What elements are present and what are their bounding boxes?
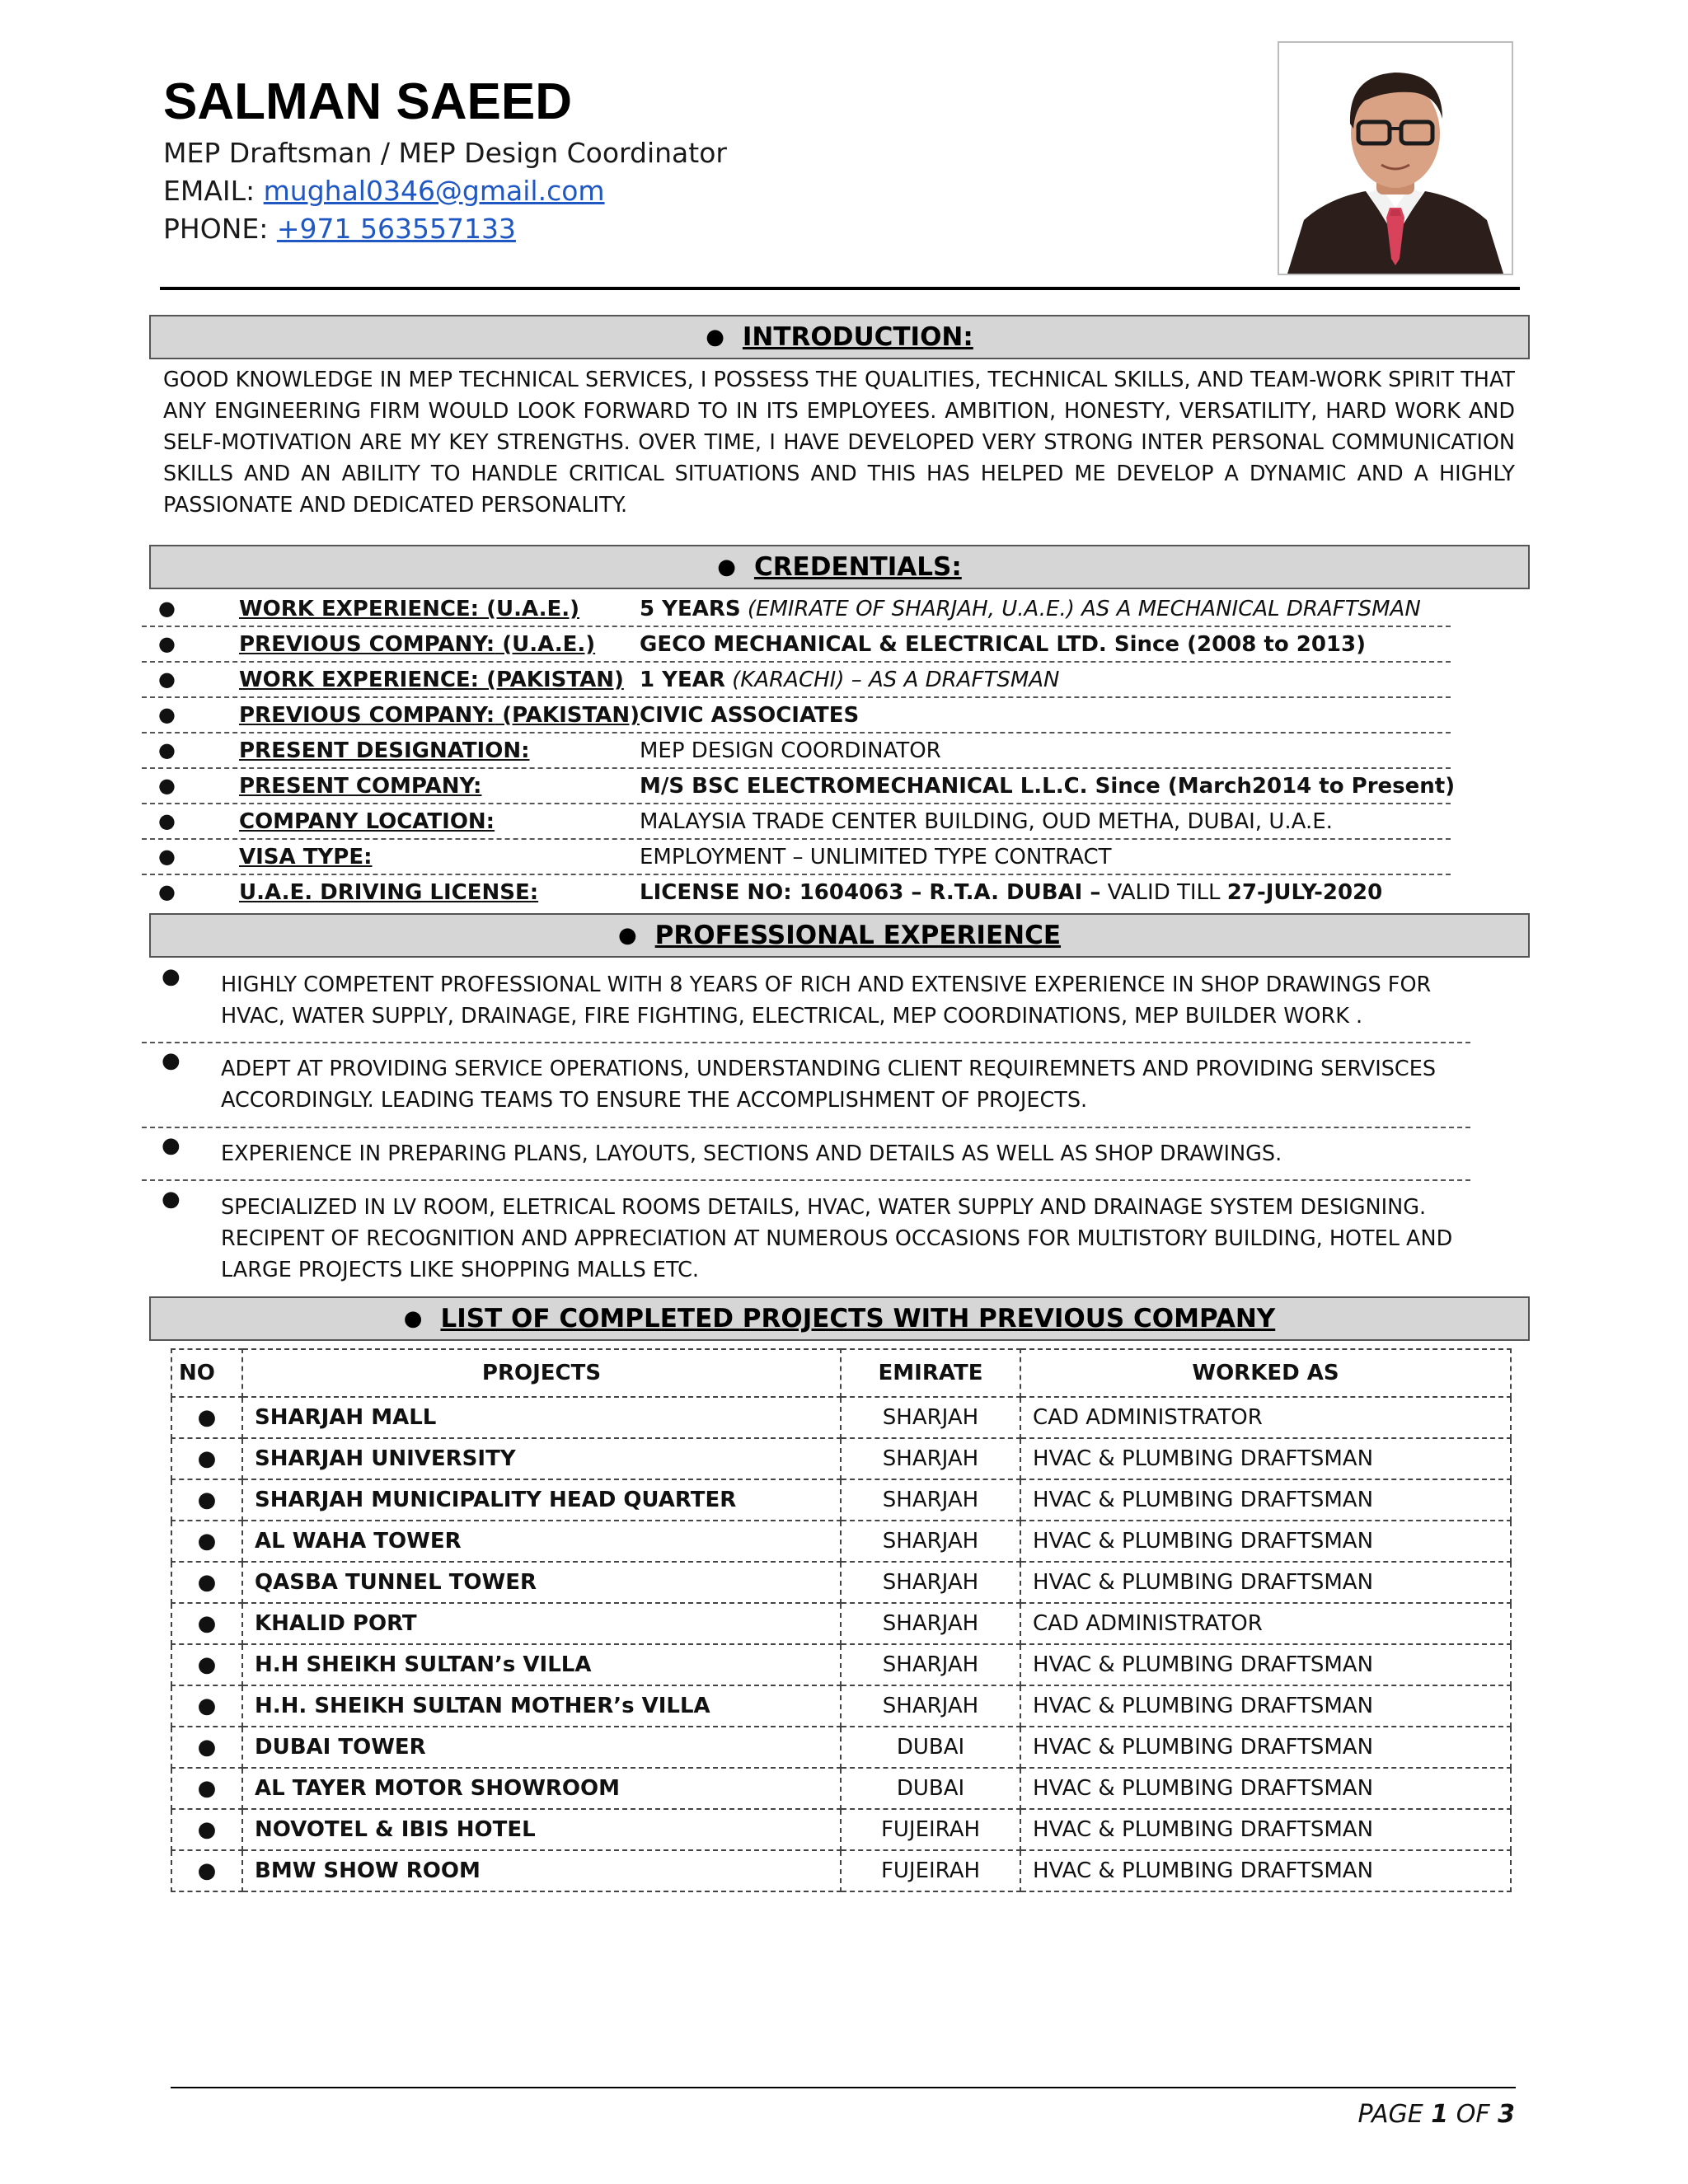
credential-label: PRESENT DESIGNATION: bbox=[239, 738, 530, 763]
footer-divider bbox=[171, 2087, 1516, 2088]
project-role: CAD ADMINISTRATOR bbox=[1020, 1603, 1511, 1644]
experience-divider bbox=[142, 1127, 1470, 1128]
project-role: CAD ADMINISTRATOR bbox=[1020, 1397, 1511, 1438]
bullet-icon: ● bbox=[162, 1187, 181, 1212]
project-name: DUBAI TOWER bbox=[242, 1727, 841, 1768]
project-role: HVAC & PLUMBING DRAFTSMAN bbox=[1020, 1685, 1511, 1727]
table-row bbox=[171, 1603, 1511, 1644]
bullet-icon: ● bbox=[162, 1048, 181, 1073]
experience-text: HIGHLY COMPETENT PROFESSIONAL WITH 8 YEARS OF RICH AND EXTENSIVE EXPERIENCE IN SHOP DRAWINGS FOR HVAC, WATER SUPPLY, DRAINAGE, FIRE FIGHTING, ELECTRICAL, MEP COORDINATIONS, MEP BUILDER WORK . bbox=[221, 972, 1432, 1029]
project-emirate: DUBAI bbox=[841, 1727, 1020, 1768]
table-row bbox=[171, 1768, 1511, 1809]
project-role: HVAC & PLUMBING DRAFTSMAN bbox=[1020, 1809, 1511, 1850]
phone-line bbox=[163, 213, 516, 245]
table-row bbox=[171, 1727, 1511, 1768]
table-row bbox=[171, 1438, 1511, 1479]
phone-link[interactable]: +971 563557133 bbox=[276, 213, 516, 245]
bullet-icon: ● bbox=[158, 774, 176, 797]
credential-value: LICENSE NO: 1604063 – R.T.A. DUBAI – VALID TILL 27-JULY-2020 bbox=[640, 880, 1383, 905]
table-header-row bbox=[171, 1349, 1511, 1397]
credential-row bbox=[142, 663, 1451, 698]
phone-label: PHONE: bbox=[163, 213, 269, 245]
bullet-icon: ● bbox=[158, 668, 176, 691]
credential-value: EMPLOYMENT – UNLIMITED TYPE CONTRACT bbox=[640, 845, 1112, 869]
project-name: NOVOTEL & IBIS HOTEL bbox=[242, 1809, 841, 1850]
project-emirate: FUJEIRAH bbox=[841, 1809, 1020, 1850]
projects-title: LIST OF COMPLETED PROJECTS WITH PREVIOUS COMPANY bbox=[440, 1304, 1276, 1333]
bullet-icon: ● bbox=[171, 1438, 242, 1479]
bullet-icon: ● bbox=[158, 880, 176, 903]
bullet-icon: ● bbox=[717, 555, 736, 579]
project-name: QASBA TUNNEL TOWER bbox=[242, 1562, 841, 1603]
experience-text: EXPERIENCE IN PREPARING PLANS, LAYOUTS, SECTIONS AND DETAILS AS WELL AS SHOP DRAWINGS. bbox=[221, 1141, 1282, 1166]
credential-row bbox=[142, 733, 1451, 769]
experience-text: SPECIALIZED IN LV ROOM, ELETRICAL ROOMS DETAILS, HVAC, WATER SUPPLY AND DRAINAGE SYSTEM DESIGNING. RECIPENT OF RECOGNITION AND APPRECIATION AT NUMEROUS OCCASIONS FOR MULTISTORY BUILDING, HOTEL AND LARGE PROJECTS LIKE SHOPPING MALLS ETC. bbox=[221, 1195, 1453, 1282]
bullet-icon: ● bbox=[158, 845, 176, 868]
bullet-icon: ● bbox=[403, 1306, 423, 1331]
project-name: AL TAYER MOTOR SHOWROOM bbox=[242, 1768, 841, 1809]
project-emirate: SHARJAH bbox=[841, 1644, 1020, 1685]
credential-row bbox=[142, 769, 1456, 804]
page-number: PAGE 1 OF 3 bbox=[1357, 2100, 1515, 2129]
project-emirate: SHARJAH bbox=[841, 1479, 1020, 1521]
bullet-icon: ● bbox=[158, 632, 176, 655]
project-emirate: SHARJAH bbox=[841, 1397, 1020, 1438]
bullet-icon: ● bbox=[158, 809, 176, 832]
project-role: HVAC & PLUMBING DRAFTSMAN bbox=[1020, 1521, 1511, 1562]
bullet-icon: ● bbox=[171, 1521, 242, 1562]
table-row bbox=[171, 1644, 1511, 1685]
project-role: HVAC & PLUMBING DRAFTSMAN bbox=[1020, 1438, 1511, 1479]
profile-photo bbox=[1278, 41, 1513, 275]
credential-label: VISA TYPE: bbox=[239, 845, 373, 869]
project-role: HVAC & PLUMBING DRAFTSMAN bbox=[1020, 1768, 1511, 1809]
bullet-icon: ● bbox=[171, 1562, 242, 1603]
credential-label: PREVIOUS COMPANY: (U.A.E.) bbox=[239, 632, 596, 657]
bullet-icon: ● bbox=[158, 703, 176, 726]
experience-divider bbox=[142, 1042, 1470, 1043]
bullet-icon: ● bbox=[171, 1397, 242, 1438]
bullet-icon: ● bbox=[171, 1603, 242, 1644]
credential-value: MALAYSIA TRADE CENTER BUILDING, OUD METHA, DUBAI, U.A.E. bbox=[640, 809, 1333, 834]
project-name: SHARJAH MALL bbox=[242, 1397, 841, 1438]
introduction-section-bar bbox=[149, 315, 1530, 359]
credential-value: GECO MECHANICAL & ELECTRICAL LTD. Since (2008 to 2013) bbox=[640, 632, 1366, 657]
bullet-icon: ● bbox=[706, 325, 724, 349]
credential-label: PREVIOUS COMPANY: (PAKISTAN) bbox=[239, 703, 640, 728]
table-row bbox=[171, 1809, 1511, 1850]
bullet-icon: ● bbox=[617, 923, 637, 948]
project-role: HVAC & PLUMBING DRAFTSMAN bbox=[1020, 1479, 1511, 1521]
table-row bbox=[171, 1562, 1511, 1603]
header-worked-as: WORKED AS bbox=[1020, 1349, 1511, 1397]
table-row bbox=[171, 1850, 1511, 1891]
project-name: H.H. SHEIKH SULTAN MOTHER’s VILLA bbox=[242, 1685, 841, 1727]
project-role: HVAC & PLUMBING DRAFTSMAN bbox=[1020, 1850, 1511, 1891]
project-emirate: SHARJAH bbox=[841, 1562, 1020, 1603]
project-name: H.H SHEIKH SULTAN’s VILLA bbox=[242, 1644, 841, 1685]
bullet-icon: ● bbox=[162, 1133, 181, 1158]
project-role: HVAC & PLUMBING DRAFTSMAN bbox=[1020, 1727, 1511, 1768]
bullet-icon: ● bbox=[171, 1850, 242, 1891]
table-row bbox=[171, 1397, 1511, 1438]
credential-label: WORK EXPERIENCE: (PAKISTAN) bbox=[239, 668, 624, 692]
header-no: NO bbox=[171, 1349, 242, 1397]
experience-title: PROFESSIONAL EXPERIENCE bbox=[654, 921, 1062, 950]
credential-label: U.A.E. DRIVING LICENSE: bbox=[239, 880, 539, 905]
candidate-role: MEP Draftsman / MEP Design Coordinator bbox=[163, 137, 727, 169]
project-name: BMW SHOW ROOM bbox=[242, 1850, 841, 1891]
projects-section-bar bbox=[149, 1296, 1530, 1341]
projects-table bbox=[171, 1348, 1512, 1892]
credential-row bbox=[142, 840, 1451, 875]
project-name: SHARJAH UNIVERSITY bbox=[242, 1438, 841, 1479]
project-name: AL WAHA TOWER bbox=[242, 1521, 841, 1562]
project-emirate: FUJEIRAH bbox=[841, 1850, 1020, 1891]
project-role: HVAC & PLUMBING DRAFTSMAN bbox=[1020, 1644, 1511, 1685]
project-emirate: SHARJAH bbox=[841, 1603, 1020, 1644]
credential-value: 1 YEAR (KARACHI) – AS A DRAFTSMAN bbox=[640, 668, 1060, 692]
bullet-icon: ● bbox=[158, 738, 176, 762]
table-row bbox=[171, 1521, 1511, 1562]
credential-row bbox=[142, 698, 1451, 733]
experience-divider bbox=[142, 1179, 1470, 1181]
credential-value: M/S BSC ELECTROMECHANICAL L.L.C. Since (March2014 to Present) bbox=[640, 774, 1456, 799]
introduction-title: INTRODUCTION: bbox=[742, 322, 973, 352]
bullet-icon: ● bbox=[171, 1685, 242, 1727]
credential-value: 5 YEARS (EMIRATE OF SHARJAH, U.A.E.) AS A MECHANICAL DRAFTSMAN bbox=[640, 597, 1421, 621]
table-row bbox=[171, 1479, 1511, 1521]
project-role: HVAC & PLUMBING DRAFTSMAN bbox=[1020, 1562, 1511, 1603]
email-link[interactable]: mughal0346@gmail.com bbox=[263, 175, 605, 207]
bullet-icon: ● bbox=[171, 1809, 242, 1850]
portrait-illustration bbox=[1279, 43, 1512, 274]
header-projects: PROJECTS bbox=[242, 1349, 841, 1397]
credentials-title: CREDENTIALS: bbox=[753, 552, 962, 582]
project-name: SHARJAH MUNICIPALITY HEAD QUARTER bbox=[242, 1479, 841, 1521]
project-emirate: DUBAI bbox=[841, 1768, 1020, 1809]
project-emirate: SHARJAH bbox=[841, 1685, 1020, 1727]
table-row bbox=[171, 1685, 1511, 1727]
candidate-name: SALMAN SAEED bbox=[163, 73, 573, 130]
experience-text: ADEPT AT PROVIDING SERVICE OPERATIONS, UNDERSTANDING CLIENT REQUIREMNETS AND PROVIDING SERVISCES ACCORDINGLY. LEADING TEAMS TO ENSURE THE ACCOMPLISHMENT OF PROJECTS. bbox=[221, 1057, 1437, 1113]
bullet-icon: ● bbox=[171, 1644, 242, 1685]
email-label: EMAIL: bbox=[163, 175, 256, 207]
credential-row bbox=[142, 627, 1451, 663]
project-name: KHALID PORT bbox=[242, 1603, 841, 1644]
bullet-icon: ● bbox=[171, 1768, 242, 1809]
project-emirate: SHARJAH bbox=[841, 1438, 1020, 1479]
credential-row bbox=[142, 592, 1451, 627]
credential-value: MEP DESIGN COORDINATOR bbox=[640, 738, 941, 763]
email-line bbox=[163, 175, 605, 207]
header-divider bbox=[160, 287, 1520, 290]
credential-value: CIVIC ASSOCIATES bbox=[640, 703, 860, 728]
credential-row bbox=[142, 804, 1451, 840]
credentials-section-bar bbox=[149, 545, 1530, 589]
credential-label: COMPANY LOCATION: bbox=[239, 809, 495, 834]
bullet-icon: ● bbox=[158, 597, 176, 620]
credential-row bbox=[142, 875, 1451, 911]
bullet-icon: ● bbox=[162, 964, 181, 989]
header-emirate: EMIRATE bbox=[841, 1349, 1020, 1397]
bullet-icon: ● bbox=[171, 1479, 242, 1521]
project-emirate: SHARJAH bbox=[841, 1521, 1020, 1562]
introduction-text: GOOD KNOWLEDGE IN MEP TECHNICAL SERVICES, I POSSESS THE QUALITIES, TECHNICAL SKILLS, AND TEAM-WORK SPIRIT THAT ANY ENGINEERING FIRM WOULD LOOK FORWARD TO IN ITS EMPLOYEES. AMBITION, HONESTY, VERSATILITY, HARD WORK AND SELF-MOTIVATION ARE MY KEY STRENGTHS. OVER TIME, I HAVE DEVELOPED VERY STRONG INTER PERSONAL COMMUNICATION SKILLS AND AN ABILITY TO HANDLE CRITICAL SITUATIONS AND THIS HAS HELPED ME DEVELOP A DYNAMIC AND A HIGHLY PASSIONATE AND DEDICATED PERSONALITY. bbox=[163, 368, 1515, 518]
credential-label: WORK EXPERIENCE: (U.A.E.) bbox=[239, 597, 580, 621]
experience-section-bar bbox=[149, 913, 1530, 958]
bullet-icon: ● bbox=[171, 1727, 242, 1768]
credential-label: PRESENT COMPANY: bbox=[239, 774, 482, 799]
